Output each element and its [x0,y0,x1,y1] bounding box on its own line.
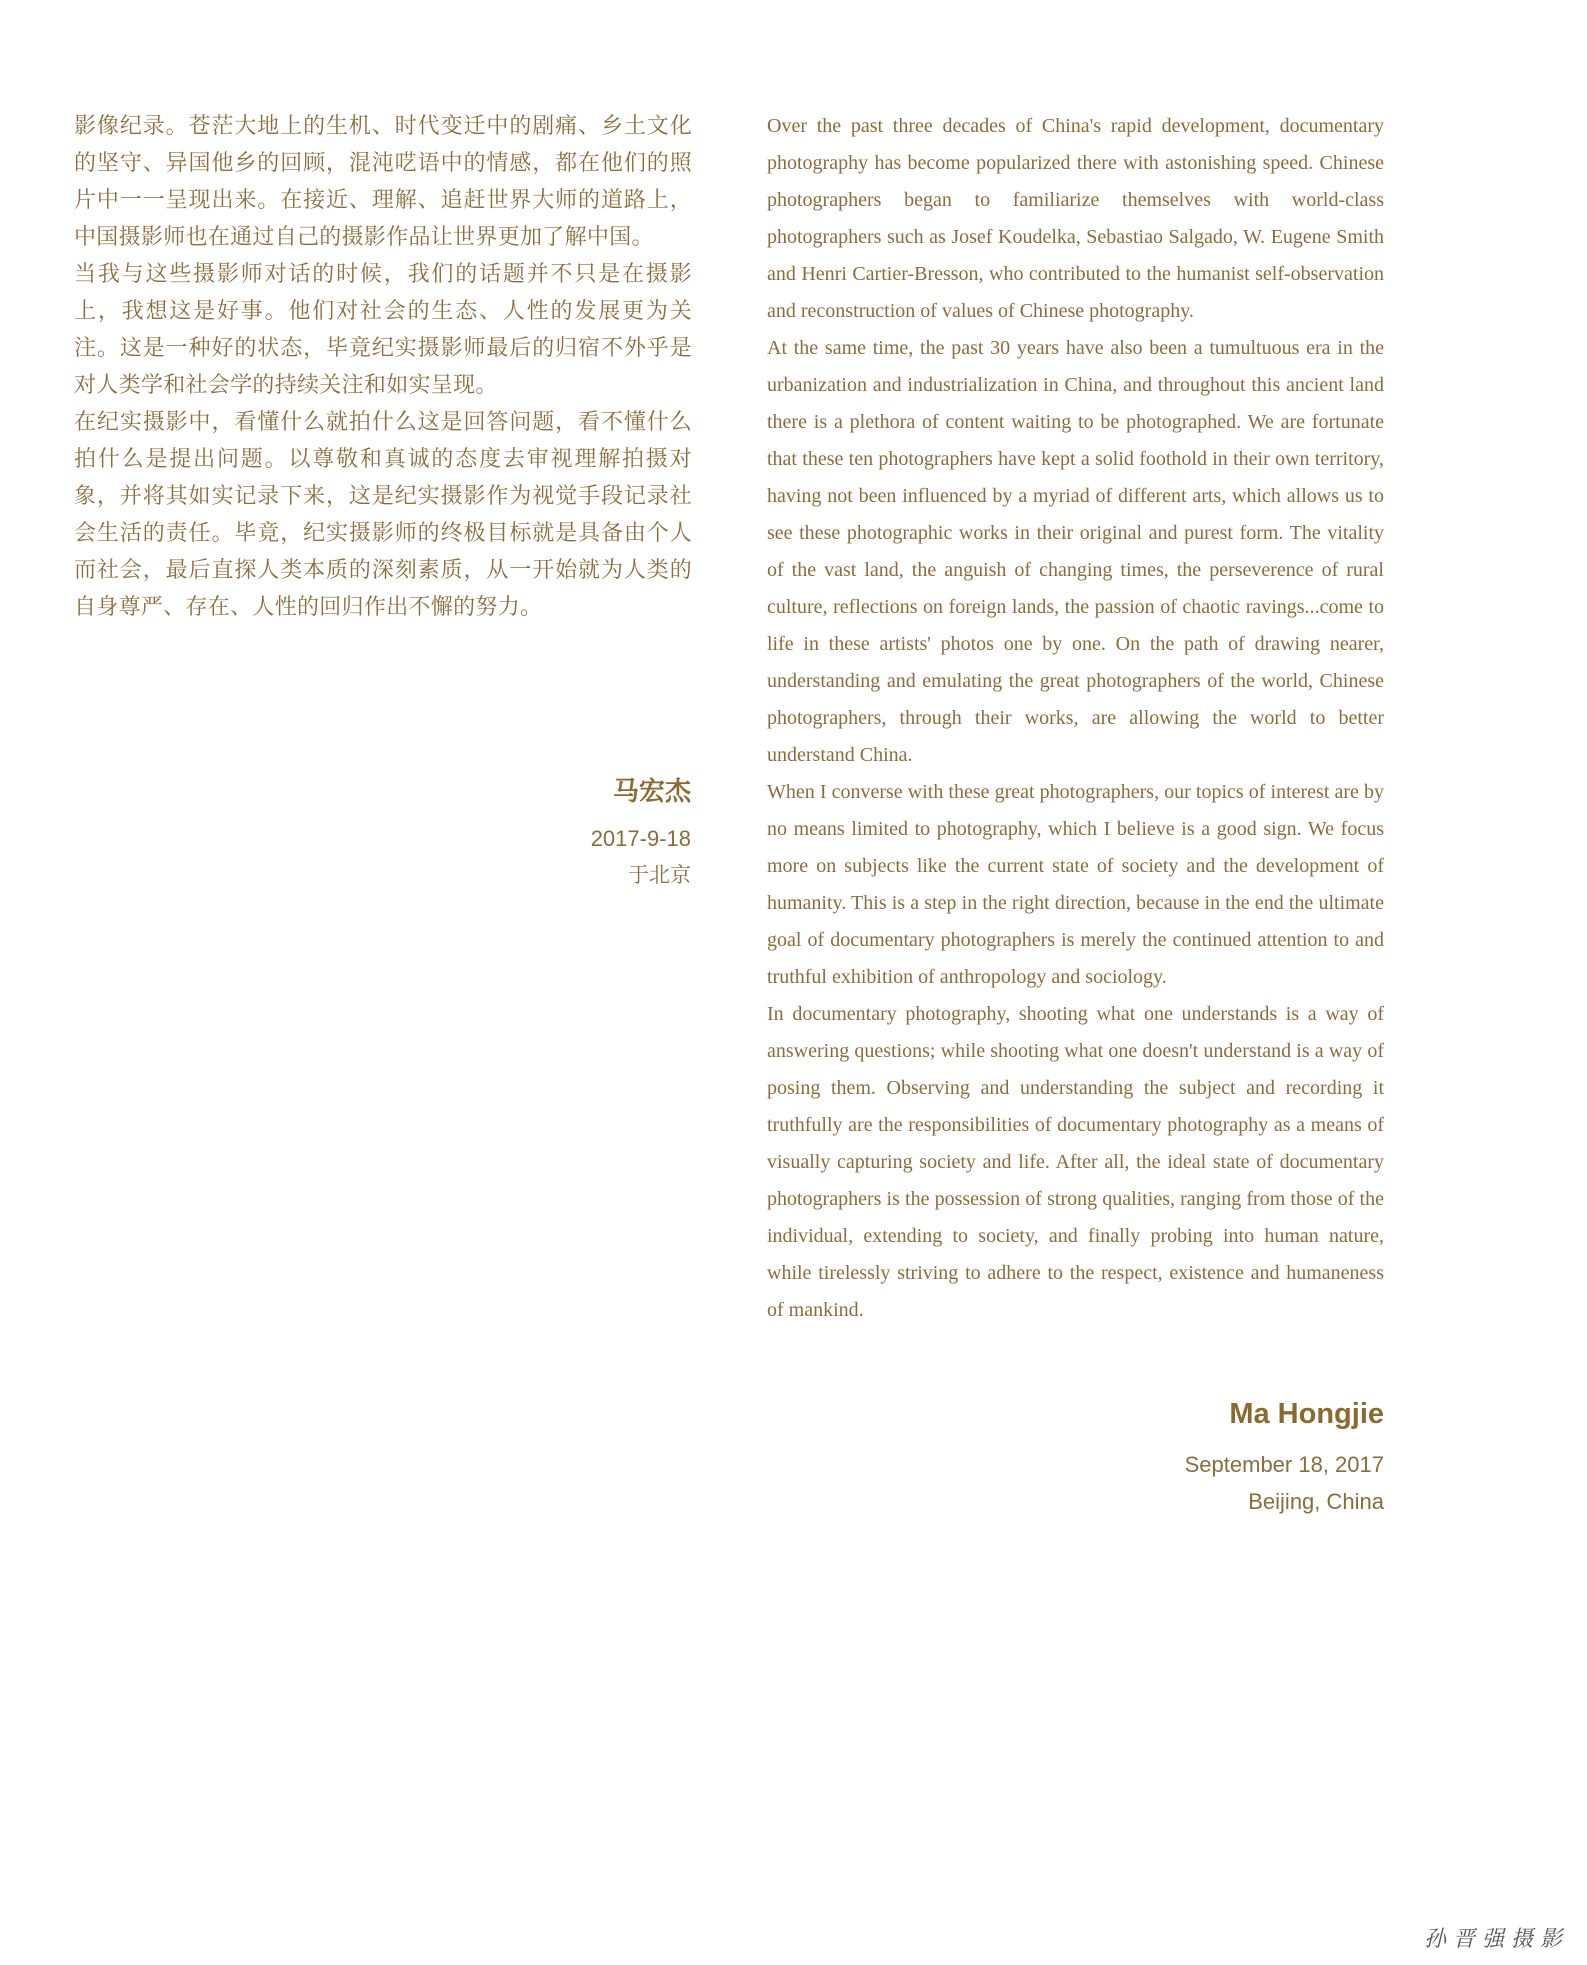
chinese-signature-place: 于北京 [628,863,691,887]
chinese-signature-date: 2017-9-18 [590,826,691,851]
english-signature-date: September 18, 2017 [1184,1452,1384,1477]
english-paragraph-2: At the same time, the past 30 years have also been a tumultuous era in the urbanization and industrialization in China, and throughout this ancient land there is a plethora of content waiting to be photographed. We are fortunate that these ten photographers have kept a solid foothold in their own territory, having not been influenced by a myriad of different arts, which allows us to see these photographic works in their original and purest form. The vitality of the vast land, the anguish of changing times, the perseverence of rural culture, reflections on foreign lands, the passion of chaotic ravings...come to life in these artists' photos one by one. On the path of drawing nearer, understanding and emulating the great photographers of the world, Chinese photographers, through their works, are allowing the world to better understand China. [767,337,1384,766]
english-paragraph-4: In documentary photography, shooting what one understands is a way of answering questions; while shooting what one doesn't understand is a way of posing them. Observing and understanding the subject and recording it truthfully are the responsibilities of documentary photography as a means of visually capturing society and life. After all, the ideal state of documentary photographers is the possession of strong qualities, ranging from those of the individual, extending to society, and finally probing into human nature, while tirelessly striving to adhere to the respect, existence and humaneness of mankind. [767,1003,1384,1321]
english-paragraph-3: When I converse with these great photographers, our topics of interest are by no means limited to photography, which I believe is a good sign. We focus more on subjects like the current state of society and the development of humanity. This is a step in the right direction, because in the end the ultimate goal of documentary photographers is merely the continued attention to and truthful exhibition of anthropology and sociology. [767,781,1384,988]
chinese-text-column [74,108,692,626]
chinese-author-name: 马宏杰 [612,777,691,807]
chinese-signature-block [591,774,691,894]
english-signature-block [1185,1394,1384,1520]
english-paragraph-1: Over the past three decades of China's rapid development, documentary photography has become popularized there with astonishing speed. Chinese photographers began to familiarize themselves with world-class photographers such as Josef Koudelka, Sebastiao Salgado, W. Eugene Smith and Henri Cartier-Bresson, who contributed to the humanist self-observation and reconstruction of values of Chinese photography. [767,115,1384,322]
english-text-column [767,108,1384,1329]
watermark-text: 孙晋强摄影 [1423,1927,1569,1952]
chinese-paragraph-3: 在纪实摄影中，看懂什么就拍什么这是回答问题，看不懂什么拍什么是提出问题。以尊敬和真诚的态度去审视理解拍摄对象，并将其如实记录下来，这是纪实摄影作为视觉手段记录社会生活的责任。毕竟，纪实摄影师的终极目标就是具备由个人而社会，最后直探人类本质的深刻素质，从一开始就为人类的自身尊严、存在、人性的回归作出不懈的努力。 [74,410,692,620]
chinese-paragraph-1: 影像纪录。苍茫大地上的生机、时代变迁中的剧痛、乡土文化的坚守、异国他乡的回顾，混沌呓语中的情感，都在他们的照片中一一呈现出来。在接近、理解、追赶世界大师的道路上，中国摄影师也在通过自己的摄影作品让世界更加了解中国。 [74,114,692,250]
chinese-paragraph-2: 当我与这些摄影师对话的时候，我们的话题并不只是在摄影上，我想这是好事。他们对社会的生态、人性的发展更为关注。这是一种好的状态，毕竟纪实摄影师最后的归宿不外乎是对人类学和社会学的持续关注和如实呈现。 [74,262,692,398]
english-signature-place: Beijing, China [1248,1489,1384,1514]
english-author-name: Ma Hongjie [1229,1398,1384,1430]
